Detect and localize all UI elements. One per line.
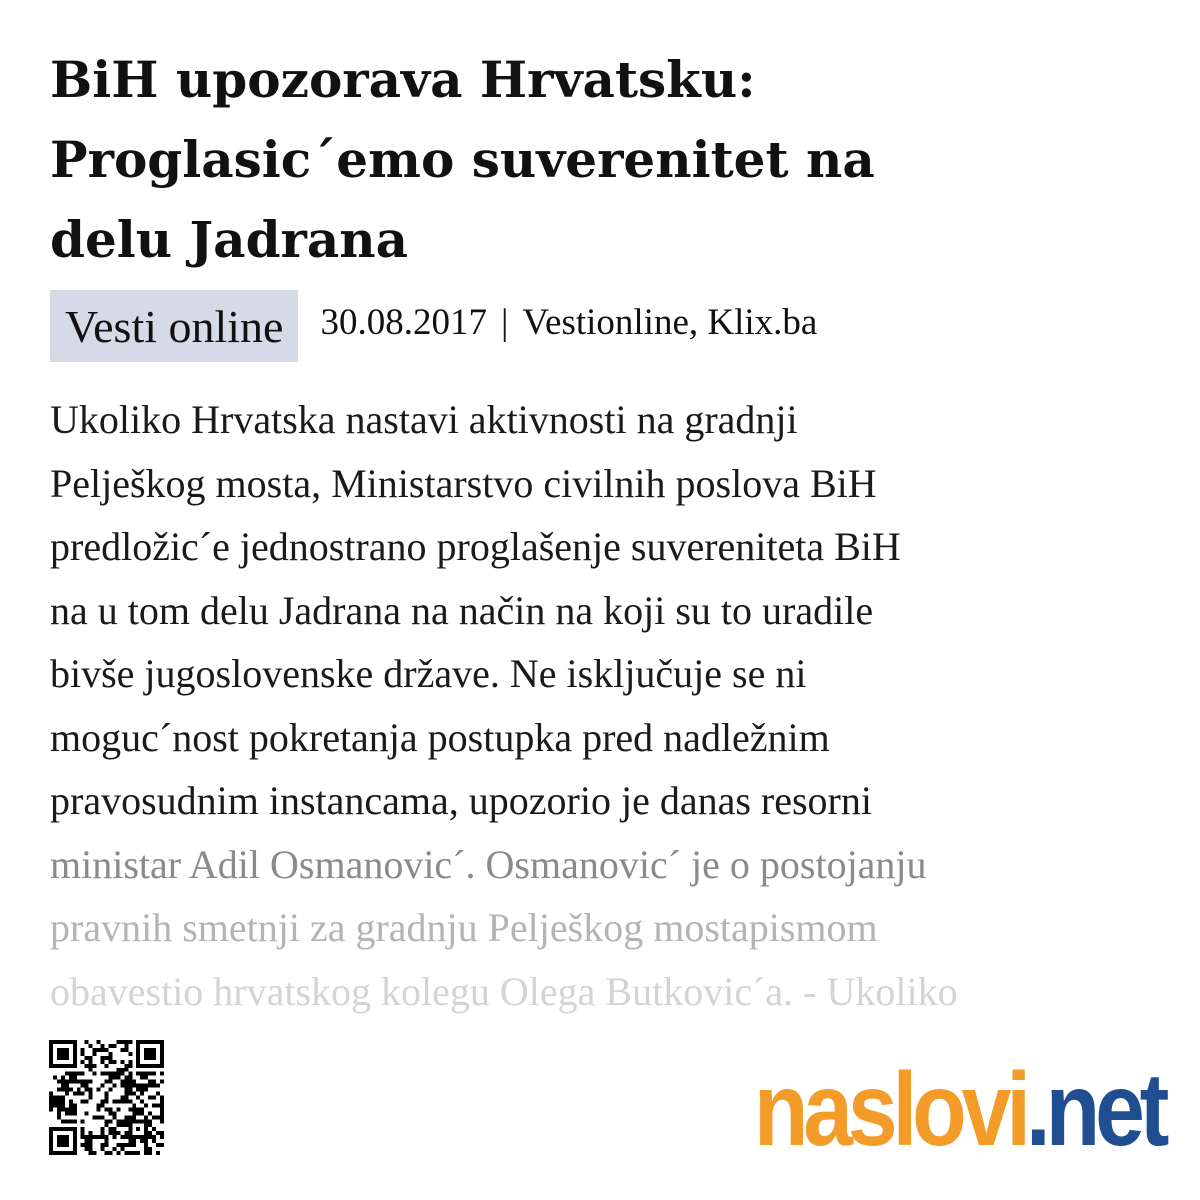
headline-line: BiH upozorava Hrvatsku:: [50, 50, 756, 109]
publish-date: 30.08.2017: [320, 301, 487, 343]
article-line: pravosudnim instancama, upozorio je danas resorni: [50, 778, 872, 823]
headline: [50, 40, 1160, 280]
article-line: Pelješkog mosta, Ministarstvo civilnih poslova BiH: [50, 460, 877, 506]
naslovi-logo[interactable]: [754, 1050, 1164, 1170]
meta-info: [320, 301, 817, 344]
article-meta: [50, 290, 817, 362]
article-line: bivše jugoslovenske države. Ne isključuje se ni: [50, 651, 807, 696]
article-line: predložic´e jednostrano proglašenje suvereniteta BiH: [50, 524, 901, 569]
headline-line: delu Jadrana: [50, 210, 409, 269]
article-line: obavestio hrvatskog kolegu Olega Butkovic´a. - Ukoliko: [50, 968, 958, 1014]
qr-code-icon[interactable]: [49, 1040, 164, 1155]
meta-separator: |: [500, 301, 509, 343]
source-badge[interactable]: Vesti online: [50, 290, 298, 362]
logo-net: .net: [1025, 1052, 1164, 1168]
article-line: ministar Adil Osmanovic´. Osmanovic´ je o postojanju: [50, 841, 927, 887]
article-line: Ukoliko Hrvatska nastavi aktivnosti na gradnji: [50, 397, 798, 442]
headline-line: Proglasic´emo suverenitet na: [50, 130, 875, 189]
logo-naslovi: naslovi: [753, 1052, 1026, 1168]
article-line: na u tom delu Jadrana na način na koji su to uradile: [50, 587, 874, 633]
article-line: moguc´nost pokretanja postupka pred nadležnim: [50, 714, 830, 760]
article-line: pravnih smetnji za gradnju Pelješkog mostapismom: [50, 905, 878, 950]
article-authors: Vestionline, Klix.ba: [522, 301, 818, 343]
article-body: [50, 388, 1170, 1023]
